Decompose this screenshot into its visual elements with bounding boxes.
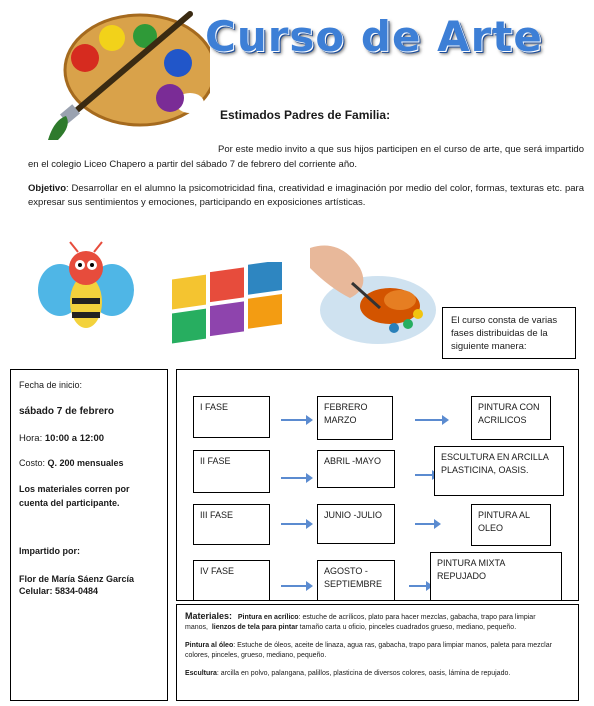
- phase-months: JUNIO -JULIO: [317, 504, 395, 544]
- phase-activity: PINTURA CON ACRILICOS: [471, 396, 551, 440]
- phase-months: ABRIL -MAYO: [317, 450, 395, 488]
- painting-hand-photo: [300, 228, 440, 353]
- acrylic-label: Pintura en acrílico: [237, 614, 299, 621]
- phase-months: AGOSTO - SEPTIEMBRE: [317, 560, 395, 601]
- teacher-phone: Celular: 5834-0484: [19, 586, 99, 596]
- cost: [19, 458, 159, 468]
- arrow-icon: [281, 523, 311, 525]
- start-label: Fecha de inicio:: [19, 380, 83, 390]
- teacher-name: Flor de María Sáenz García: [19, 574, 135, 584]
- materials-box: [176, 604, 579, 701]
- course-details-panel: [10, 369, 168, 701]
- materials-heading: Materiales:: [185, 611, 233, 621]
- sculpture-label: Escultura: [185, 670, 217, 677]
- clay-figure-photo: [30, 240, 140, 340]
- paintings-photo: [168, 262, 288, 352]
- arrow-icon: [281, 419, 311, 421]
- sculpture-text: : arcilla en polvo, palangana, palillos, plasticina de diversos colores, oasis, lámina de repujado.: [216, 670, 511, 677]
- objective-label: Objetivo: [28, 183, 67, 194]
- acrylic-text: : estuche de acrílicos, plato para hacer mezclas, gabacha, trapo para limpiar manos,: [185, 614, 536, 631]
- intro-paragraph: Por este medio invito a que sus hijos participen en el curso de arte, que será impartido en el colegio Liceo Chapero a partir del sábado 7 de febrero del corriente año.: [28, 144, 584, 170]
- taught-by-label: Impartido por:: [19, 546, 80, 556]
- phase-label: II FASE: [193, 450, 270, 493]
- arrow-icon: [415, 523, 439, 525]
- canvas-label: lienzos de tela para pintar: [211, 624, 298, 631]
- acrylic-materials: [185, 611, 570, 633]
- start-date: sábado 7 de febrero: [19, 406, 115, 417]
- phases-info-box: El curso consta de varias fases distribuidas de la siguiente manera:: [442, 307, 576, 359]
- hour-value: 10:00 a 12:00: [44, 433, 105, 444]
- phase-activity: PINTURA AL OLEO: [471, 504, 551, 546]
- arrow-icon: [415, 419, 447, 421]
- oil-label: Pintura al óleo: [185, 642, 234, 649]
- arrow-icon: [409, 585, 431, 587]
- sculpture-materials: [185, 669, 570, 679]
- objective-paragraph: [28, 182, 584, 210]
- oil-text: : Estuche de óleos, aceite de linaza, agua ras, gabacha, trapo para limpiar manos, paleta para mezclar colores, pinceles, grueso, mediano, pequeño.: [185, 642, 552, 659]
- phases-panel: [176, 369, 579, 601]
- phase-activity: ESCULTURA EN ARCILLA PLASTICINA, OASIS.: [434, 446, 564, 496]
- phase-activity: PINTURA MIXTA REPUJADO: [430, 552, 562, 601]
- arrow-icon: [281, 477, 311, 479]
- oil-materials: [185, 641, 570, 661]
- paint-palette-icon: [40, 8, 210, 148]
- cost-value: Q. 200 mensuales: [47, 458, 124, 468]
- schedule: [19, 433, 159, 444]
- hour-label: Hora:: [19, 433, 45, 444]
- greeting: Estimados Padres de Familia:: [220, 108, 391, 122]
- materials-note: Los materiales corren por cuenta del participante.: [19, 484, 130, 508]
- phase-label: I FASE: [193, 396, 270, 438]
- arrow-icon: [281, 585, 311, 587]
- page-title: Curso de Arte: [205, 12, 543, 61]
- phase-label: III FASE: [193, 504, 270, 545]
- objective-text: : Desarrollar en el alumno la psicomotricidad fina, creatividad e imaginación por medio del color, formas, texturas etc. para expresar sus sentimientos y emociones, participando en exposiciones artísticas.: [28, 183, 584, 208]
- cost-label: Costo:: [19, 458, 48, 468]
- canvas-text: tamaño carta u oficio, pinceles cuadrados grueso, mediano, pequeño.: [297, 624, 517, 631]
- phase-label: IV FASE: [193, 560, 270, 601]
- phase-months: FEBRERO MARZO: [317, 396, 393, 440]
